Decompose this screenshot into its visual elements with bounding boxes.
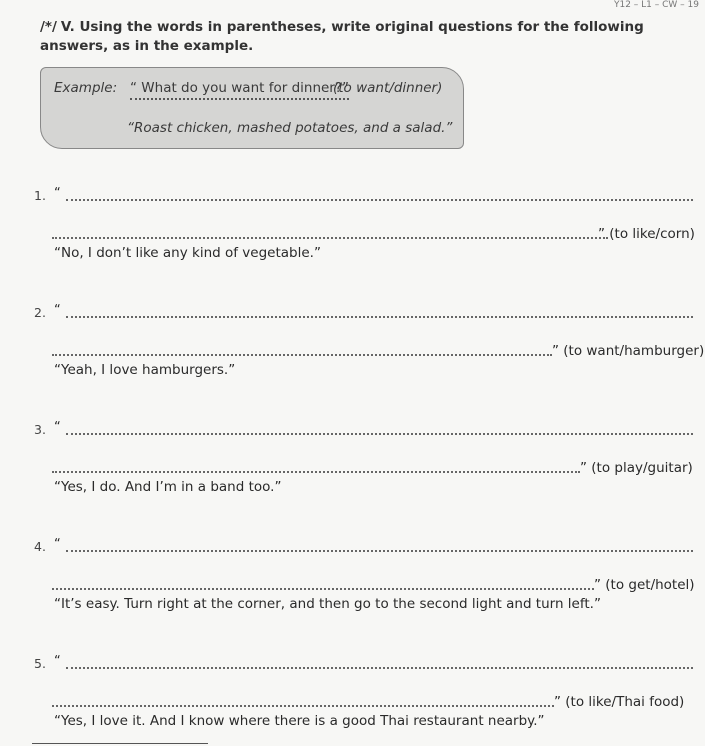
item-number: 1. [34,188,46,203]
answer-line-1[interactable] [54,305,693,321]
example-question: “ What do you want for dinner?” [130,80,349,96]
instructions: V. Using the words in parentheses, write original questions for the following answers, as in the example. [40,19,644,54]
page-id: Y12 – L1 – CW – 19 [614,0,699,10]
dotted-line [52,471,580,473]
item-hint: ” (to like/corn) [598,226,695,242]
example-answer: “Roast chicken, mashed potatoes, and a salad.” [127,120,453,136]
dotted-line [66,433,693,435]
example-hint: (to want/dinner) [333,80,443,96]
item-answer: “Yes, I love it. And I know where there is a good Thai restaurant nearby.” [54,713,545,729]
answer-line-2[interactable] [52,694,685,710]
dotted-line [52,588,594,590]
difficulty-mark: /*/ [40,19,57,35]
dotted-line [66,550,693,552]
item-number: 2. [34,305,46,320]
dotted-line [66,316,693,318]
exercise-heading [40,18,700,56]
dotted-line [52,237,608,239]
open-quote: “ [54,186,61,201]
example-label: Example: [54,80,118,96]
item-answer: “Yes, I do. And I’m in a band too.” [54,479,282,495]
dotted-line [66,199,693,201]
item-answer: “No, I don’t like any kind of vegetable.” [54,245,321,261]
item-number: 4. [34,539,46,554]
open-quote: “ [54,537,61,552]
item-answer: “It’s easy. Turn right at the corner, and then go to the second light and turn left.” [54,596,601,612]
answer-line-2[interactable] [52,343,705,359]
dotted-line [66,667,693,669]
open-quote: “ [54,654,61,669]
answer-line-2[interactable] [52,577,695,593]
answer-line-1[interactable] [54,539,693,555]
answer-line-1[interactable] [54,188,693,204]
open-quote: “ [54,420,61,435]
open-quote: “ [54,303,61,318]
answer-line-1[interactable] [54,656,693,672]
item-number: 3. [34,422,46,437]
dotted-line [52,354,552,356]
item-hint: ” (to like/Thai food) [554,694,685,710]
item-hint: ” (to play/guitar) [580,460,693,476]
bottom-rule [32,743,208,744]
example-box [40,67,464,149]
dotted-line [52,705,554,707]
item-hint: ” (to want/hamburger) [552,343,705,359]
answer-line-2[interactable] [52,460,693,476]
item-hint: ” (to get/hotel) [594,577,695,593]
item-answer: “Yeah, I love hamburgers.” [54,362,236,378]
answer-line-2[interactable] [52,226,695,242]
item-number: 5. [34,656,46,671]
answer-line-1[interactable] [54,422,693,438]
